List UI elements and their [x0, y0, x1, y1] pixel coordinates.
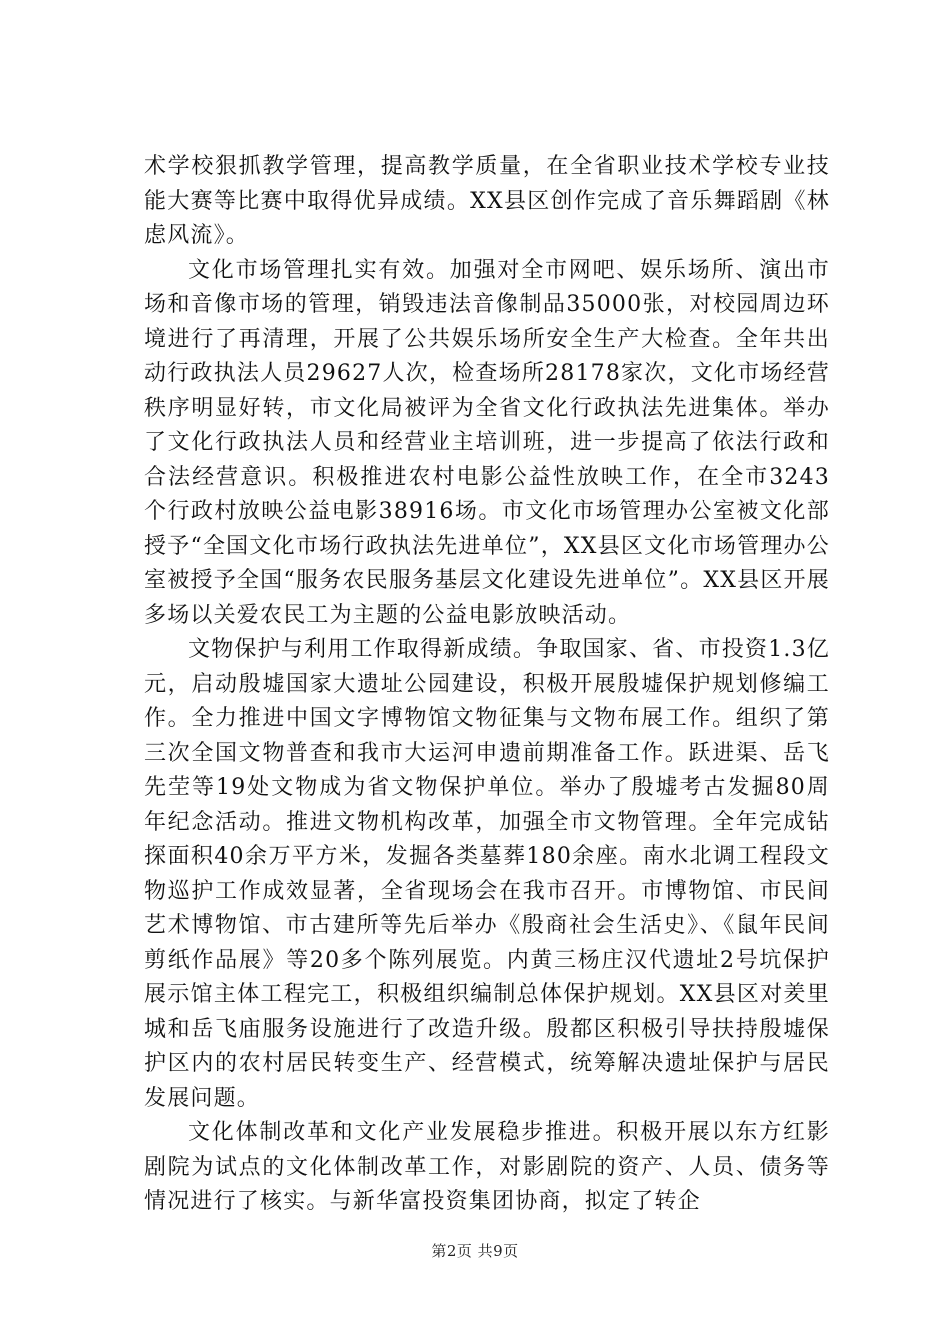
paragraph-heritage-protection: 文物保护与利用工作取得新成绩。争取国家、省、市投资1.3亿元，启动殷墟国家大遗址公园建设，积极开展殷墟保护规划修编工作。全力推进中国文字博物馆文物征集与文物布展工作。组织了第三次全国文物普查和我市大运河申遗前期准备工作。跃进渠、岳飞先茔等19处文物成为省文物保护单位。举办了殷墟考古发掘80周年纪念活动。推进文物机构改革，加强全市文物管理。全年完成钻探面积40余万平方米，发掘各类墓葬180余座。南水北调工程段文物巡护工作成效显著，全省现场会在我市召开。市博物馆、市民间艺术博物馆、市古建所等先后举办《殷商社会生活史》、《鼠年民间剪纸作品展》等20多个陈列展览。内黄三杨庄汉代遗址2号坑保护展示馆主体工程完工，积极组织编制总体保护规划。XX县区对羑里城和岳飞庙服务设施进行了改造升级。殷都区积极引导扶持殷墟保护区内的农村居民转变生产、经营模式，统筹解决遗址保护与居民发展问题。	[144, 637, 830, 1111]
paragraph-continuation: 术学校狠抓教学管理，提高教学质量，在全省职业技术学校专业技能大赛等比赛中取得优异成绩。XX县区创作完成了音乐舞蹈剧《林虑风流》。	[144, 154, 830, 248]
paragraph-culture-market: 文化市场管理扎实有效。加强对全市网吧、娱乐场所、演出市场和音像市场的管理，销毁违法音像制品35000张，对校园周边环境进行了再清理，开展了公共娱乐场所安全生产大检查。全年共出动行政执法人员29627人次，检查场所28178家次，文化市场经营秩序明显好转，市文化局被评为全省文化行政执法先进集体。举办了文化行政执法人员和经营业主培训班，进一步提高了依法行政和合法经营意识。积极推进农村电影公益性放映工作，在全市3243个行政村放映公益电影38916场。市文化市场管理办公室被文化部授予“全国文化市场行政执法先进单位”，XX县区文化市场管理办公室被授予全国“服务农民服务基层文化建设先进单位”。XX县区开展多场以关爱农民工为主题的公益电影放映活动。	[144, 257, 830, 628]
page-number-footer: 第2页 共9页	[431, 1242, 519, 1260]
document-body	[144, 150, 830, 1220]
paragraph-system-reform: 文化体制改革和文化产业发展稳步推进。积极开展以东方红影剧院为试点的文化体制改革工作，对影剧院的资产、人员、债务等情况进行了核实。与新华富投资集团协商，拟定了转企	[144, 1120, 830, 1214]
